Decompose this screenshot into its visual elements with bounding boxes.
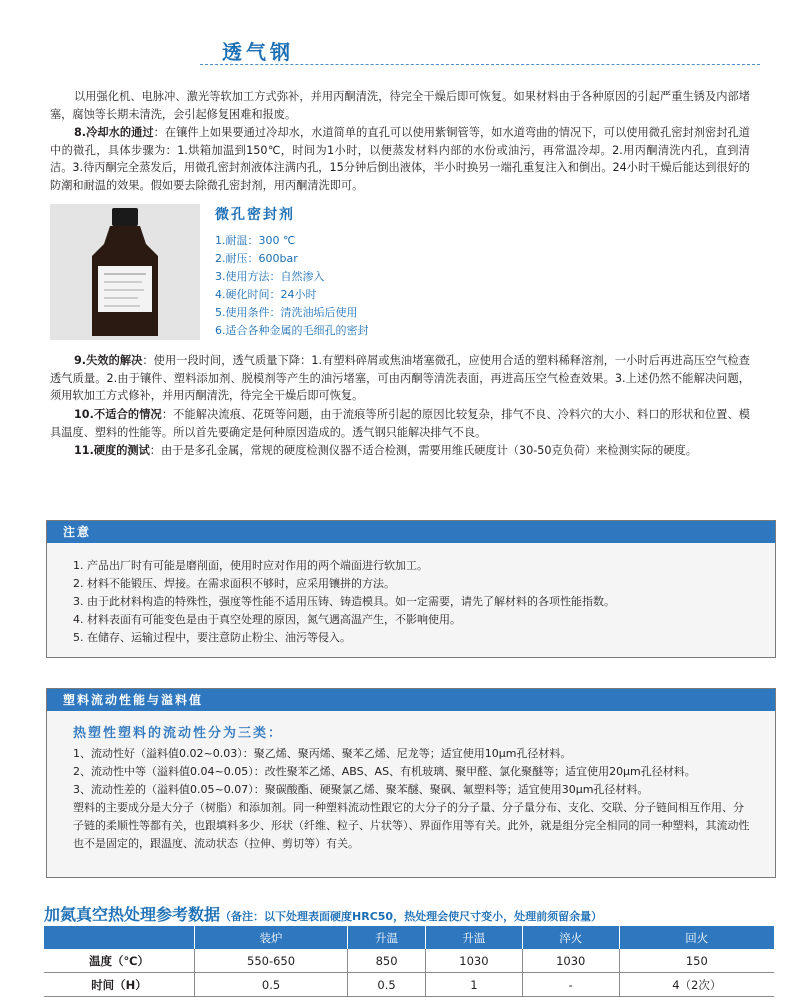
flow-line: 2、流动性中等（溢料值0.04~0.05）：改性聚苯乙烯、ABS、AS、有机玻璃、聚甲醛、氯化聚醚等；适宜使用20μm孔径材料。 <box>73 765 696 778</box>
flow-line: 1、流动性好（溢料值0.02~0.03）：聚乙烯、聚丙烯、聚苯乙烯、尼龙等；适宜使用10μm孔径材料。 <box>73 747 572 760</box>
vacuum-title: 加氮真空热处理参考数据 <box>44 905 221 924</box>
notice-panel <box>46 520 776 658</box>
table-header-row <box>44 926 774 949</box>
hardness-text: ：由于是多孔金属，常规的硬度检测仪器不适合检测，需要用维氏硬度计（30-50克负荷）来检测实际的硬度。 <box>149 444 697 457</box>
table-row <box>44 949 774 973</box>
sealant-title: 微孔密封剂 <box>215 207 295 223</box>
notice-list <box>47 543 775 657</box>
table-row <box>44 973 774 997</box>
hardness-paragraph <box>50 442 750 460</box>
table-cell: 850 <box>348 949 426 973</box>
table-cell: 0.5 <box>195 973 348 997</box>
page-title: 透气钢 <box>222 40 294 64</box>
intro-paragraph: 以用强化机、电脉冲、激光等软加工方式弥补，并用丙酮清洗，待完全干燥后即可恢复。如果材料由于各种原因的引起严重生锈及内部堵塞，腐蚀等长期未清洗，会引起修复困难和报废。 <box>50 90 750 121</box>
title-divider <box>200 64 760 65</box>
table-cell: 550-650 <box>195 949 348 973</box>
unsuitable-label: 10.不适合的情况 <box>74 408 162 421</box>
sealant-item: 5.使用条件：清洗油垢后使用 <box>215 306 358 319</box>
sealant-item: 4.硬化时间：24小时 <box>215 288 317 301</box>
flow-line: 塑料的主要成分是大分子（树脂）和添加剂。同一种塑料流动性跟它的大分子的分子量、分子量分布、支化、交联、分子链间相互作用、分子链的柔顺性等都有关，也跟填料多少、形状（纤维、粒子、片状等）、界面作用等有关。此外，就是组分完全相同的同一种塑料，其流动性也不是固定的，跟温度、流动状态（拉伸、剪切等）有关。 <box>73 801 750 850</box>
page-title-bar <box>200 36 760 66</box>
sealant-item: 2.耐压：600bar <box>215 252 298 265</box>
vacuum-table <box>44 926 774 997</box>
table-cell: 0.5 <box>348 973 426 997</box>
unsuitable-paragraph <box>50 406 750 441</box>
notice-item: 2. 材料不能锻压、焊接。在需求面积不够时，应采用镶拼的方法。 <box>73 577 395 590</box>
notice-item: 3. 由于此材料构造的特殊性，强度等性能不适用压铸、铸造模具。如一定需要，请先了解材料的各项性能指数。 <box>73 595 615 608</box>
table-header-cell: 升温 <box>348 926 426 949</box>
failure-solution-text: ：使用一段时间，透气质量下降：1.有塑料碎屑或焦油堵塞微孔，应使用合适的塑料稀释溶剂，一小时后再进高压空气检查透气质量。2.由于镶件、塑料添加剂、脱模剂等产生的油污堵塞，可由丙酮等清洗表面，再进高压空气检查效果。3.上述仍然不能解决问题，须用软加工方式修补，并用丙酮清洗，待完全干燥后即可恢复。 <box>50 354 750 402</box>
sealant-item: 3.使用方法：自然渗入 <box>215 270 325 283</box>
table-cell: 1 <box>426 973 523 997</box>
table-header-cell: 淬火 <box>522 926 619 949</box>
table-cell: 4（2次） <box>619 973 774 997</box>
flow-subheader: 热塑性塑料的流动性分为三类： <box>73 726 284 741</box>
table-header-cell: 升温 <box>426 926 523 949</box>
table-row-label: 时间（H） <box>44 973 195 997</box>
sealant-item: 6.适合各种金属的毛细孔的密封 <box>215 324 369 337</box>
table-header-cell: 回火 <box>619 926 774 949</box>
sealant-item: 1.耐温：300 ℃ <box>215 234 296 247</box>
notice-item: 1. 产品出厂时有可能是磨削面，使用时应对作用的两个端面进行软加工。 <box>73 559 428 572</box>
failure-solution-label: 9.失效的解决 <box>74 354 143 367</box>
sealant-bottle-image <box>50 204 200 340</box>
vacuum-note: （备注：以下处理表面硬度HRC50，热处理会使尺寸变小，处理前须留余量） <box>220 910 603 923</box>
notice-header: 注意 <box>47 521 775 543</box>
unsuitable-text: ：不能解决流痕、花斑等问题，由于流痕等所引起的原因比较复杂，排气不良、冷料穴的大小、料口的形状和位置、模具温度、塑料的性能等。所以首先要确定是何种原因造成的。透气钢只能解决排气不良。 <box>50 408 750 439</box>
flow-body <box>47 711 775 863</box>
cooling-water-label: 8.冷却水的通过 <box>74 126 154 139</box>
table-header-cell <box>44 926 195 949</box>
table-cell: - <box>522 973 619 997</box>
notice-item: 5. 在储存、运输过程中，要注意防止粉尘、油污等侵入。 <box>73 631 351 644</box>
cooling-water-text: ：在镶件上如果要通过冷却水，水道简单的直孔可以使用紫铜管等，如水道弯曲的情况下，可以使用微孔密封剂密封孔道中的微孔，具体步骤为：1.烘箱加温到150℃，时间为1小时，以便蒸发材料内部的水份或油污，再常温冷却。2.用丙酮清洗内孔，直到清洁。3.待丙酮完全蒸发后，用微孔密封剂液体注满内孔，15分钟后倒出液体，半小时换另一端孔重复注入和倒出。24小时干燥后能达到很好的防潮和耐温的效果。假如要去除微孔密封剂，用丙酮清洗即可。 <box>50 126 750 192</box>
table-cell: 1030 <box>426 949 523 973</box>
sealant-spec <box>215 204 545 340</box>
table-row-label: 温度（℃） <box>44 949 195 973</box>
flow-line: 3、流动性差的（溢料值0.05~0.07）：聚碳酸酯、硬聚氯乙烯、聚苯醚、聚砜、氟塑料等；适宜使用30μm孔径材料。 <box>73 783 649 796</box>
flow-panel <box>46 688 776 878</box>
cooling-water-paragraph <box>50 124 750 194</box>
vacuum-title-row <box>44 902 602 925</box>
table-header-cell: 装炉 <box>195 926 348 949</box>
failure-solution-paragraph <box>50 352 750 405</box>
flow-header: 塑料流动性能与溢料值 <box>47 689 775 711</box>
table-cell: 150 <box>619 949 774 973</box>
table-cell: 1030 <box>522 949 619 973</box>
notice-item: 4. 材料表面有可能变色是由于真空处理的原因，氮气遇高温产生，不影响使用。 <box>73 613 461 626</box>
hardness-label: 11.硬度的测试 <box>74 444 150 457</box>
